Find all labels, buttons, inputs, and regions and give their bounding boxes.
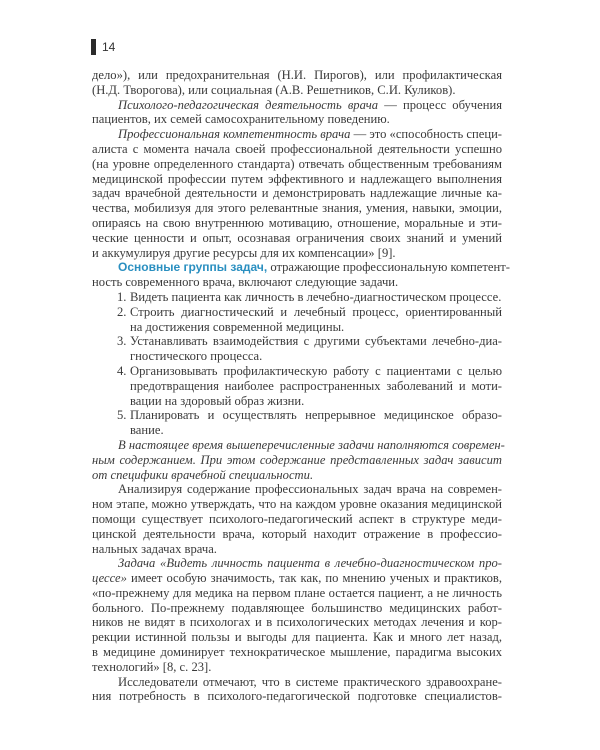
list-number: 3.	[117, 334, 127, 349]
text-segment: Видеть пациента как личность в лечебно-диагностическом процессе.	[130, 289, 502, 304]
page-number: 14	[102, 40, 116, 54]
list-item	[92, 364, 502, 408]
text-segment: в медицине доминирует технократическое мышление, парадигма высоких	[92, 645, 502, 660]
text-line	[92, 527, 502, 542]
text-segment: ность современного врача, включают следующие задачи.	[92, 275, 399, 290]
italic-text: ным содержанием. При этом содержание представленных задач зависит	[92, 452, 502, 467]
text-segment: Устанавливать взаимодействия с другими субъектами лечебно-диа-	[130, 334, 502, 349]
text-segment: нальных задачах врача.	[92, 541, 217, 556]
text-segment: «по-прежнему для медика на первом плане остается пациент, а не личность	[92, 585, 502, 600]
body-text	[92, 68, 510, 704]
text-segment: пациентов, их семей самосохранительному поведению.	[92, 112, 390, 127]
text-segment: (на уровне определенного стандарта) отвечать общественным требованиям	[92, 156, 502, 171]
text-line	[92, 630, 502, 645]
paragraph	[92, 437, 505, 482]
list-number: 4.	[117, 363, 127, 378]
list-item	[92, 408, 502, 438]
text-segment: Анализируя содержание профессиональных задач врача на современ-	[118, 482, 502, 497]
italic-text: цессе»	[92, 571, 127, 586]
text-segment: ческие ценности и опыт, осознавая ограничения своих знаний и умений	[92, 230, 502, 245]
text-line	[92, 290, 502, 305]
text-segment: рекции истинной пользы и выгоды для пациента. Как и много лет назад,	[92, 630, 502, 645]
text-line	[92, 172, 502, 187]
text-line	[92, 408, 502, 423]
text-line	[92, 186, 502, 201]
italic-text: Психолого-педагогическая деятельность врача	[118, 97, 379, 112]
paragraph	[92, 482, 502, 556]
text-segment: имеет особую значимость, так как, по мнению ученых и практиков,	[126, 571, 502, 586]
text-line	[92, 615, 502, 630]
text-segment: задач врачебной деятельности и демонстрировать надлежащие личные ка-	[92, 186, 502, 201]
text-segment: Планировать и осуществлять непрерывное медицинское образо-	[130, 408, 502, 423]
paragraph	[92, 556, 502, 674]
text-line	[92, 320, 502, 335]
text-segment: отражающие профессиональную компетент-	[267, 260, 510, 275]
paragraph	[92, 127, 502, 260]
text-line	[92, 601, 502, 616]
text-segment: ном этапе, можно утверждать, что на каждом уровне оказания медицинской	[92, 497, 502, 512]
text-line	[92, 246, 502, 261]
list-number: 2.	[117, 304, 127, 319]
text-segment: цинской деятельности врача, который находит отражение в профессио-	[92, 526, 502, 541]
text-segment: Строить диагностический и лечебный процесс, ориентированный	[130, 304, 502, 319]
text-segment: алиста с момента начала своей профессиональной деятельности успешно	[92, 141, 502, 156]
text-segment: ников не видят в психологах и в психологических методах лечения и кор-	[92, 615, 502, 630]
text-line	[92, 379, 502, 394]
text-line	[92, 542, 502, 557]
text-line	[92, 689, 502, 704]
text-line	[92, 453, 502, 468]
text-line	[92, 556, 502, 571]
list-number: 5.	[117, 408, 127, 423]
text-segment: на достижения современной медицины.	[130, 319, 345, 334]
page-marker-bar	[91, 39, 96, 55]
text-line	[92, 157, 502, 172]
text-line	[92, 112, 502, 127]
text-segment: — это «способность специ-	[350, 127, 503, 142]
text-segment: Организовывать профилактическую работу с пациентами с целью	[130, 363, 502, 378]
italic-text: Профессиональная компетентность врача	[118, 127, 351, 142]
text-line	[92, 98, 502, 113]
text-segment: вание.	[130, 423, 164, 438]
text-line	[92, 423, 502, 438]
list-item	[92, 290, 502, 305]
text-segment: опираясь на свою внутреннюю мотивацию, отношение, моральные и эти-	[92, 215, 502, 230]
paragraph	[92, 675, 502, 705]
text-line	[92, 660, 502, 675]
text-segment: (Н.Д. Творогова), или социальная (А.В. Решетников, С.И. Куликов).	[92, 82, 456, 97]
italic-text: Задача «Видеть личность пациента в лечебно-диагностическом про-	[118, 556, 502, 571]
text-line	[92, 645, 502, 660]
text-segment: дело»), или предохранительная (Н.И. Пирогов), или профилактическая	[92, 68, 502, 82]
text-segment: — процесс обучения	[378, 97, 502, 112]
text-segment: вации на здоровый образ жизни.	[130, 393, 305, 408]
text-line	[92, 512, 502, 527]
text-segment: больного. По-прежнему подавляющее большинство медицинских работ-	[92, 600, 502, 615]
page-header	[91, 39, 115, 55]
text-line	[92, 68, 502, 83]
text-line	[92, 482, 502, 497]
text-line	[92, 437, 505, 453]
text-line	[92, 275, 502, 290]
italic-text: В настоящее время вышеперечисленные задачи наполняются современ-	[118, 437, 505, 452]
text-line	[92, 349, 502, 364]
text-line	[92, 394, 502, 409]
text-line	[92, 305, 502, 320]
text-line	[92, 571, 502, 586]
text-segment: предотвращения наиболее распространенных заболеваний и моти-	[130, 378, 502, 393]
text-line	[92, 231, 502, 246]
text-segment: гностического процесса.	[130, 349, 263, 364]
italic-text: от специфики врачебной специальности.	[92, 467, 314, 482]
list-item	[92, 334, 502, 364]
text-line	[92, 497, 502, 512]
list-item	[92, 305, 502, 335]
text-line	[92, 260, 510, 275]
text-line	[92, 586, 502, 601]
text-segment: Исследователи отмечают, что в системе практического здравоохране-	[118, 674, 502, 689]
paragraph	[92, 260, 510, 290]
text-segment: и аккумулируя другие ресурсы для их компенсации» [9].	[92, 245, 396, 260]
paragraph	[92, 98, 502, 128]
list-number: 1.	[117, 289, 127, 304]
text-segment: чества, мобилизуя для этого релевантные знания, умения, навыки, эмоции,	[92, 201, 502, 216]
text-line	[92, 142, 502, 157]
text-line	[92, 364, 502, 379]
text-segment: технологий» [8, с. 23].	[92, 659, 212, 674]
text-segment: ния потребность в психолого-педагогической подготовке специалистов-	[92, 689, 502, 704]
text-segment: медицинской профессии путем эффективного и надлежащего выполнения	[92, 171, 502, 186]
paragraph	[92, 68, 502, 98]
text-line	[92, 83, 502, 98]
highlighted-term: Основные группы задач,	[118, 260, 268, 275]
text-segment: помощи существует психолого-педагогический аспект в структуре меди-	[92, 511, 502, 526]
text-line	[92, 216, 502, 231]
text-line	[92, 334, 502, 349]
text-line	[92, 201, 502, 216]
text-line	[92, 468, 502, 483]
text-line	[92, 675, 502, 690]
text-line	[92, 127, 502, 142]
